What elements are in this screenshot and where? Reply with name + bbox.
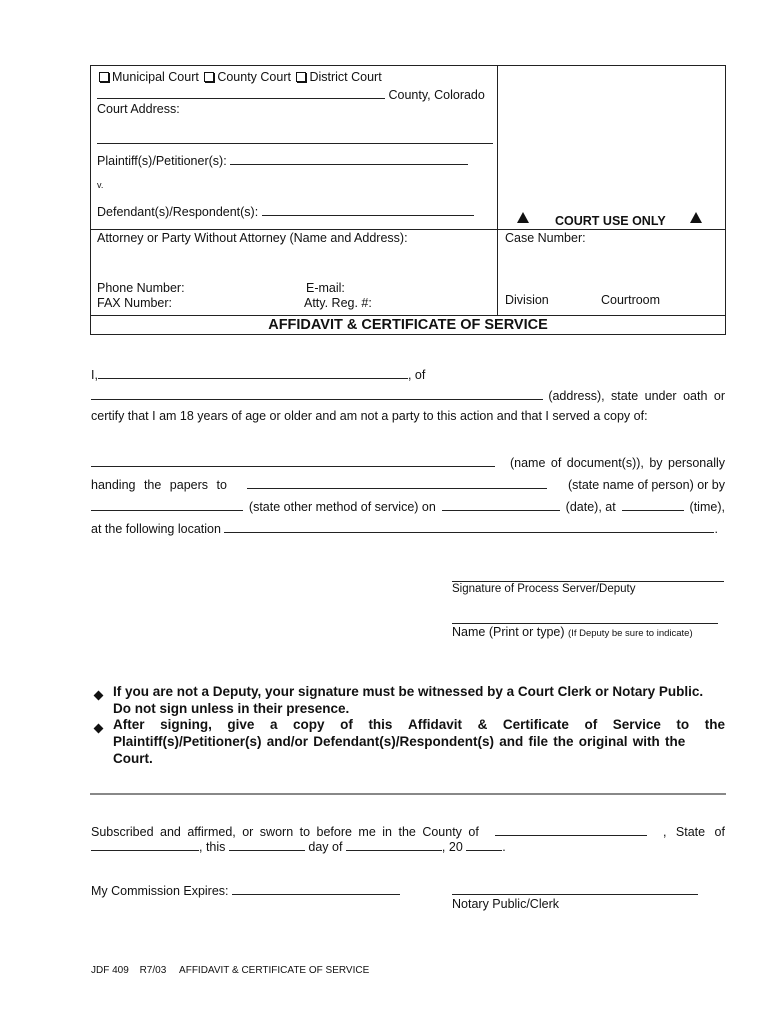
location-field[interactable] — [224, 520, 714, 533]
division-label: Division — [505, 293, 549, 307]
plaintiff-row — [97, 152, 468, 168]
commission-row — [91, 882, 400, 898]
handing-row — [91, 476, 725, 492]
person-name-field[interactable] — [247, 476, 547, 489]
form-title: AFFIDAVIT & CERTIFICATE OF SERVICE — [268, 317, 548, 333]
caption-divider-attorney — [90, 229, 726, 230]
caption-divider-title — [90, 315, 726, 316]
fax-label: FAX Number: — [97, 296, 173, 310]
other-method-field[interactable] — [91, 498, 243, 511]
time-suffix: (time), — [689, 500, 725, 514]
document-suffix: (name of document(s)), by personally — [509, 456, 725, 470]
note1-line1: If you are not a Deputy, your signature must be witnessed by a Court Clerk or Notary Public. — [113, 684, 704, 699]
court-type-row — [97, 70, 382, 84]
person-suffix: (state name of person) or by — [567, 478, 725, 492]
notary-label: Notary Public/Clerk — [452, 897, 559, 911]
footer-form-title: AFFIDAVIT & CERTIFICATE OF SERVICE — [179, 965, 370, 976]
date-row — [91, 838, 506, 854]
defendant-label: Defendant(s)/Respondent(s): — [97, 205, 259, 219]
triangle-up-icon — [690, 212, 702, 223]
service-date-field[interactable] — [442, 498, 560, 511]
note2-line1 — [113, 717, 725, 732]
location-period: . — [714, 522, 718, 536]
case-number-label: Case Number: — [505, 231, 586, 245]
server-signature-line[interactable] — [452, 581, 724, 582]
attorney-label: Attorney or Party Without Attorney (Name and Address): — [97, 231, 408, 245]
diamond-bullet-icon — [94, 724, 104, 734]
note2-word: After — [113, 717, 145, 732]
document-name-field[interactable] — [91, 454, 495, 467]
county-colorado-label: County, Colorado — [388, 88, 485, 102]
court-use-only-up-arrow-left — [517, 212, 529, 226]
address-suffix: (address), state under oath or — [548, 389, 725, 403]
commission-expires-field[interactable] — [232, 882, 400, 895]
court-use-only-up-arrow-right — [690, 212, 702, 226]
commission-label: My Commission Expires: — [91, 884, 229, 898]
phone-label: Phone Number: — [97, 281, 185, 295]
date-suffix: (date), at — [565, 500, 616, 514]
note2-word: give — [227, 717, 255, 732]
this-label: , this — [199, 840, 226, 854]
plaintiff-label: Plaintiff(s)/Petitioner(s): — [97, 154, 227, 168]
method-suffix: (state other method of service) on — [248, 500, 436, 514]
courtroom-label: Courtroom — [601, 293, 661, 307]
year-field[interactable] — [466, 838, 502, 851]
note2-word: to — [676, 717, 690, 732]
section-divider — [90, 793, 726, 795]
note2-word: of — [584, 717, 598, 732]
of-suffix: , of — [407, 368, 426, 382]
plaintiff-field[interactable] — [230, 152, 468, 165]
year-period: . — [502, 840, 506, 854]
county-line[interactable] — [97, 86, 485, 102]
note2-line2: Plaintiff(s)/Petitioner(s) and/or Defendant(s)/Respondent(s) and file the original with the — [113, 734, 686, 749]
form-revision: R7/03 — [139, 965, 167, 976]
municipal-court-checkbox[interactable] — [99, 72, 109, 82]
notary-state-field[interactable] — [91, 838, 199, 851]
address-field[interactable] — [91, 387, 543, 400]
day-of-label: day of — [308, 840, 343, 854]
printed-name-label: Name (Print or type) — [452, 625, 565, 639]
note2-bullet — [95, 721, 102, 735]
notary-signature-line[interactable] — [452, 894, 698, 895]
email-label: E-mail: — [306, 281, 345, 295]
year-prefix: , 20 — [441, 840, 463, 854]
court-use-only-label: COURT USE ONLY — [555, 214, 666, 228]
note2-line3: Court. — [113, 751, 153, 766]
note2-word: signing, — [160, 717, 212, 732]
county-court-checkbox[interactable] — [204, 72, 214, 82]
printed-name-row — [452, 625, 693, 639]
note2-word: the — [704, 717, 725, 732]
document-row — [91, 454, 725, 470]
handing-prefix: handing the papers to — [91, 478, 227, 492]
atty-reg-label: Atty. Reg. #: — [304, 296, 372, 310]
county-court-label: County Court — [217, 70, 291, 84]
note2-word: & — [477, 717, 488, 732]
caption-divider-vertical — [497, 65, 498, 315]
defendant-row — [97, 203, 474, 219]
versus-label: v. — [97, 180, 104, 190]
note2-word: copy — [293, 717, 325, 732]
defendant-field[interactable] — [262, 203, 474, 216]
notary-county-field[interactable] — [495, 823, 647, 836]
certify-line: certify that I am 18 years of age or older and am not a party to this action and that I served a copy of: — [91, 409, 648, 423]
subscribed-prefix: Subscribed and affirmed, or sworn to before me in the County of — [91, 825, 479, 839]
note2-word: this — [368, 717, 393, 732]
location-row — [91, 520, 718, 536]
printed-name-note: (If Deputy be sure to indicate) — [568, 628, 693, 639]
form-id: JDF 409 — [91, 965, 129, 976]
location-prefix: at the following location — [91, 522, 221, 536]
triangle-up-icon — [517, 212, 529, 223]
note2-word: Affidavit — [408, 717, 463, 732]
server-signature-label: Signature of Process Server/Deputy — [452, 583, 636, 595]
diamond-bullet-icon — [94, 691, 104, 701]
note2-word: Service — [612, 717, 661, 732]
month-field[interactable] — [346, 838, 442, 851]
printed-name-line[interactable] — [452, 623, 718, 624]
i-prefix: I, — [91, 368, 98, 382]
court-address-line[interactable] — [97, 143, 493, 144]
municipal-court-label: Municipal Court — [112, 70, 199, 84]
note2-word: a — [269, 717, 278, 732]
note1-bullet — [95, 688, 102, 702]
subscribed-row — [91, 823, 725, 839]
court-address-label: Court Address: — [97, 102, 180, 116]
note2-word: of — [340, 717, 353, 732]
affiant-row — [91, 366, 425, 382]
district-court-checkbox[interactable] — [296, 72, 306, 82]
district-court-label: District Court — [309, 70, 382, 84]
day-field[interactable] — [229, 838, 305, 851]
address-row — [91, 387, 725, 403]
service-time-field[interactable] — [622, 498, 684, 511]
note2-word: Certificate — [502, 717, 569, 732]
method-row — [91, 498, 725, 514]
note1-line2: Do not sign unless in their presence. — [113, 701, 350, 716]
state-of-label: , State of — [662, 825, 725, 839]
affiant-name-field[interactable] — [98, 366, 408, 379]
footer — [91, 965, 369, 976]
